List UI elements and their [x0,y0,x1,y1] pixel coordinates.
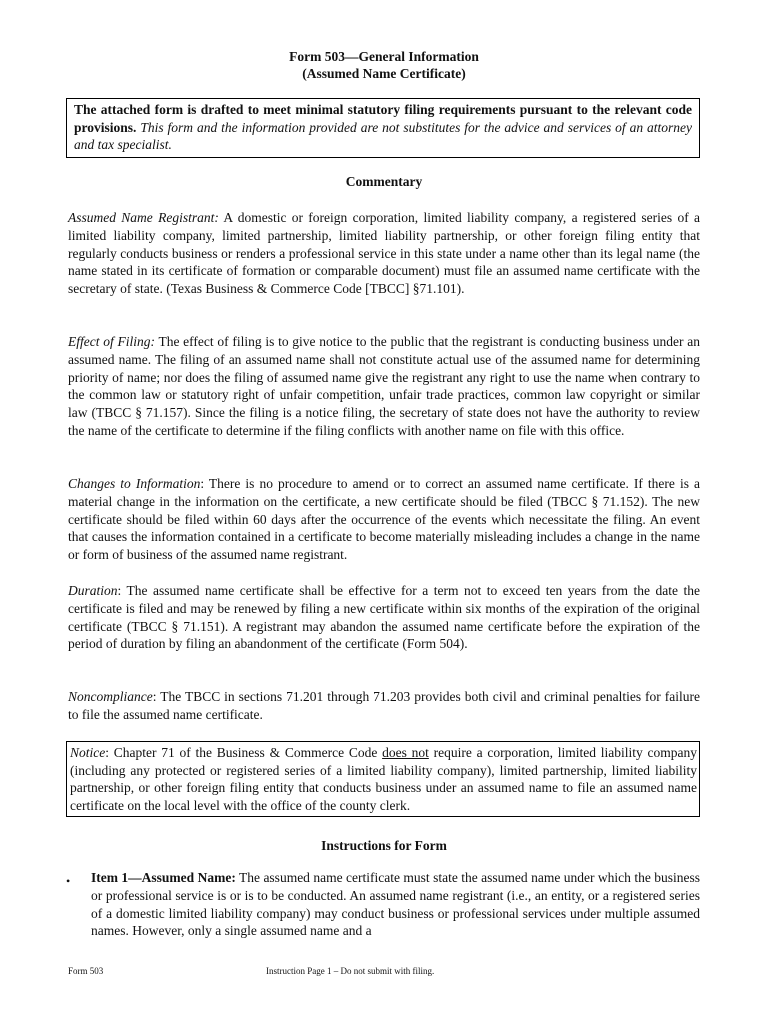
footer-page-note: Instruction Page 1 – Do not submit with filing. [266,966,435,976]
notice-text-after: require a corporation, limited liability company (including any protected or registered series of a limited liability company), limited partnership, limited liability partnership, or other foreign filing entity that conducts business under an assumed name to file an assumed name certificate on the local level with the office of the county clerk. [70,745,697,813]
bullet-icon: • [66,874,71,888]
body-effect-of-filing: The effect of filing is to give notice to the public that the registrant is conducting business under an assumed name. The filing of an assumed name shall not constitute actual use of the assumed name for determining priority of name; nor does the filing of assumed name give the registrant any right to use the name when contrary to the common law or statutory right of unfair competition, unfair trade practices, common law copyright or similar law (TBCC § 71.157). Since the filing is a notice filing, the secretary of state does not have the authority to review the name of the certificate to determine if the filing conflicts with another name on file with this office. [68,334,700,438]
paragraph-noncompliance [68,688,700,724]
notice-box [66,741,700,817]
disclaimer-box [66,98,700,158]
item-1-label: Item 1—Assumed Name: [91,870,236,885]
term-duration: Duration [68,583,118,598]
body-changes-to-information: There is no procedure to amend or to correct an assumed name certificate. If there is a material change in the information on the certificate, a new certificate should be filed (TBCC § 71.152). The new certificate should be filed within 60 days after the occurrence of the events which necessitate the filing. An event that causes the information contained in a certificate to become materially misleading includes a change in the name or form of business of the assumed name registrant. [68,476,700,563]
term-suffix: : [117,583,122,598]
notice-underlined-text: does not [382,745,429,760]
term-suffix: : [150,334,155,349]
instruction-item-1 [91,869,700,940]
term-noncompliance: Noncompliance [68,689,153,704]
notice-text-before: : Chapter 71 of the Business & Commerce Code [105,745,383,760]
paragraph-effect-of-filing [68,333,700,440]
term-suffix: : [214,210,219,225]
disclaimer-bold-text: The attached form is drafted to meet minimal statutory filing requirements pursuant to the relevant code provisions. [74,102,692,135]
disclaimer-italic-text: This form and the information provided are not substitutes for the advice and services of an attorney and tax specialist. [74,119,692,152]
instructions-heading: Instructions for Form [321,838,447,853]
body-noncompliance: The TBCC in sections 71.201 through 71.203 provides both civil and criminal penalties for failure to file the assumed name certificate. [68,689,700,722]
paragraph-changes-to-information [68,475,700,564]
body-duration: The assumed name certificate shall be effective for a term not to exceed ten years from the date the certificate is filed and may be renewed by filing a new certificate within six months of the expiration of the original certificate (TBCC § 71.151). A registrant may abandon the assumed name certificate before the expiration of the period of duration by filing an abandonment of the certificate (Form 504). [68,583,700,652]
commentary-heading: Commentary [345,174,423,189]
term-assumed-name-registrant: Assumed Name Registrant [68,210,215,225]
term-suffix: : [152,689,157,704]
item-1-body: The assumed name certificate must state the assumed name under which the business or professional service is or is to be conducted. An assumed name registrant (i.e., an entity, or a registered series of a domestic limited liability company) may conduct business or professional services under multiple assumed names. However, only a single assumed name and a [91,870,700,939]
form-title-line-2: (Assumed Name Certificate) [302,66,466,81]
notice-term: Notice [70,745,106,760]
form-title-line-1: Form 503—General Information [289,49,479,64]
paragraph-assumed-name-registrant [68,209,700,298]
term-changes-to-information: Changes to Information [68,476,201,491]
paragraph-duration [68,582,700,653]
term-suffix: : [200,476,205,491]
term-effect-of-filing: Effect of Filing [68,334,151,349]
form-title [0,48,768,82]
body-assumed-name-registrant: A domestic or foreign corporation, limited liability company, a registered series of a limited liability company, limited partnership, limited liability partnership, or other foreign filing entity that regularly conducts business or renders a professional service in this state under a name other than its legal name (the name stated in its certificate of formation or comparable document) must file an assumed name certificate with the secretary of state. (Texas Business & Commerce Code [TBCC] §71.101). [68,210,700,297]
footer-form-number: Form 503 [68,966,104,976]
